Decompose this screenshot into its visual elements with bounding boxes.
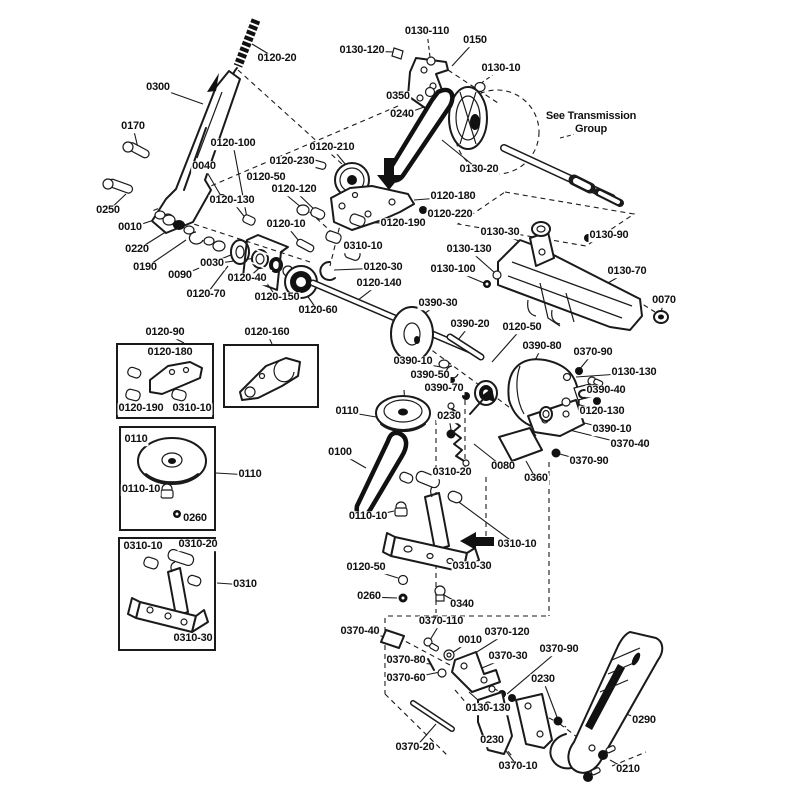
part-label-0310-20: 0310-20 [178,538,218,551]
pulley-0110 [376,396,430,431]
transmission-note-line1: See Transmission [545,110,637,123]
part-label-0150: 0150 [463,34,487,47]
part-label-0370-10: 0370-10 [498,760,538,773]
part-label-0230: 0230 [437,410,461,423]
part-label-0120-50: 0120-50 [246,171,286,184]
part-label-0130-130: 0130-130 [465,702,511,715]
part-label-0390-50: 0390-50 [410,369,450,382]
inset-title-0120-90: 0120-90 [145,326,185,339]
part-label-0130-110: 0130-110 [404,25,450,38]
part-label-0220: 0220 [125,243,149,256]
part-label-0120-190: 0120-190 [380,217,426,230]
part-label-0390-40: 0390-40 [586,384,626,397]
part-label-0120-10: 0120-10 [266,218,306,231]
part-label-0120-190: 0120-190 [118,402,164,415]
part-label-0290: 0290 [632,714,656,727]
part-label-0130-100: 0130-100 [430,263,476,276]
part-label-0310-10: 0310-10 [497,538,537,551]
part-label-0120-210: 0120-210 [309,141,355,154]
part-label-0130-30: 0130-30 [480,226,520,239]
part-label-0130-70: 0130-70 [607,265,647,278]
inset-callout-0110: 0110 [238,468,262,481]
part-label-0120-50: 0120-50 [502,321,542,334]
transmission-pulley [449,87,487,149]
part-label-0130-130: 0130-130 [611,366,657,379]
cover-0290 [568,632,662,773]
lever-0300 [152,71,240,233]
part-label-0120-30: 0120-30 [363,261,403,274]
part-label-0120-50: 0120-50 [346,561,386,574]
part-label-0260: 0260 [357,590,381,603]
transmission-note-line2: Group [575,123,607,136]
part-label-0110: 0110 [124,433,148,446]
part-label-0120-60: 0120-60 [298,304,338,317]
part-label-0110-10: 0110-10 [348,510,388,523]
part-label-0310-10: 0310-10 [123,540,163,553]
part-label-0120-150: 0120-150 [254,291,300,304]
part-label-0300: 0300 [146,81,170,94]
deflector-0130-70 [498,240,642,330]
part-label-0310-10: 0310-10 [343,240,383,253]
part-label-0370-60: 0370-60 [386,672,426,685]
snap-ring-0120-30 [320,262,335,280]
inset-box-0120-160 [224,345,318,407]
part-label-0370-80: 0370-80 [386,654,426,667]
part-label-0390-20: 0390-20 [450,318,490,331]
part-label-0120-20: 0120-20 [257,52,297,65]
part-label-0230: 0230 [480,734,504,747]
part-label-0260: 0260 [183,512,207,525]
part-label-0120-100: 0120-100 [210,137,256,150]
part-label-0110-10: 0110-10 [121,483,161,496]
part-label-0120-120: 0120-120 [271,183,317,196]
part-label-0350: 0350 [386,90,410,103]
part-label-0370-40: 0370-40 [340,625,380,638]
part-label-0120-220: 0120-220 [427,208,473,221]
part-label-0250: 0250 [96,204,120,217]
arrow-left-icon [460,532,494,550]
part-label-0390-10: 0390-10 [393,355,433,368]
washer-0070 [654,311,668,323]
bracket-0310-30 [383,470,479,572]
part-label-0120-130: 0120-130 [579,405,625,418]
spindle-housing-0390-80 [508,359,584,436]
cap-0110-10 [395,502,407,516]
part-label-0120-130: 0120-130 [209,194,255,207]
part-label-0390-10: 0390-10 [592,423,632,436]
inset-callout-0310: 0310 [233,578,257,591]
part-label-0100: 0100 [328,446,352,459]
part-label-0120-180: 0120-180 [147,346,193,359]
part-label-0390-80: 0390-80 [522,340,562,353]
part-label-0010: 0010 [118,221,142,234]
part-label-0370-110: 0370-110 [418,615,464,628]
part-label-0230: 0230 [531,673,555,686]
part-label-0120-70: 0120-70 [186,288,226,301]
part-label-0310-10: 0310-10 [172,402,212,415]
part-label-0370-120: 0370-120 [484,626,530,639]
part-label-0310-30: 0310-30 [452,560,492,573]
part-label-0370-30: 0370-30 [488,650,528,663]
bolt-0250 [103,178,134,194]
part-label-0210: 0210 [616,763,640,776]
bottom-cluster [381,630,563,748]
transmission-shaft [504,148,620,203]
part-label-0360: 0360 [524,472,548,485]
part-label-0010: 0010 [458,634,482,647]
fasteners-bottom-center [399,576,446,603]
part-label-0370-90: 0370-90 [539,643,579,656]
part-label-0130-120: 0130-120 [339,44,385,57]
part-label-0370-90: 0370-90 [569,455,609,468]
part-label-0120-230: 0120-230 [269,155,315,168]
part-label-0370-40: 0370-40 [610,438,650,451]
inset-title-0120-160: 0120-160 [244,326,290,339]
part-label-0090: 0090 [168,269,192,282]
part-label-0120-140: 0120-140 [356,277,402,290]
part-label-0340: 0340 [450,598,474,611]
part-label-0370-90: 0370-90 [573,346,613,359]
part-label-0310-20: 0310-20 [432,466,472,479]
part-label-0370-20: 0370-20 [395,741,435,754]
part-label-0030: 0030 [200,257,224,270]
part-label-0130-130: 0130-130 [446,243,492,256]
part-label-0130-20: 0130-20 [459,163,499,176]
part-label-0040: 0040 [192,160,216,173]
part-label-0240: 0240 [390,108,414,121]
part-label-0170: 0170 [121,120,145,133]
part-label-0110: 0110 [335,405,359,418]
part-label-0120-40: 0120-40 [227,272,267,285]
part-label-0390-70: 0390-70 [424,382,464,395]
part-label-0120-180: 0120-180 [430,190,476,203]
part-label-0190: 0190 [133,261,157,274]
part-label-0070: 0070 [652,294,676,307]
part-label-0390-30: 0390-30 [418,297,458,310]
rod-0370-20 [413,703,452,729]
part-label-0130-10: 0130-10 [481,62,521,75]
spring-0120-20 [233,20,256,81]
part-label-0310-30: 0310-30 [173,632,213,645]
part-label-0130-90: 0130-90 [589,229,629,242]
part-label-0080: 0080 [491,460,515,473]
